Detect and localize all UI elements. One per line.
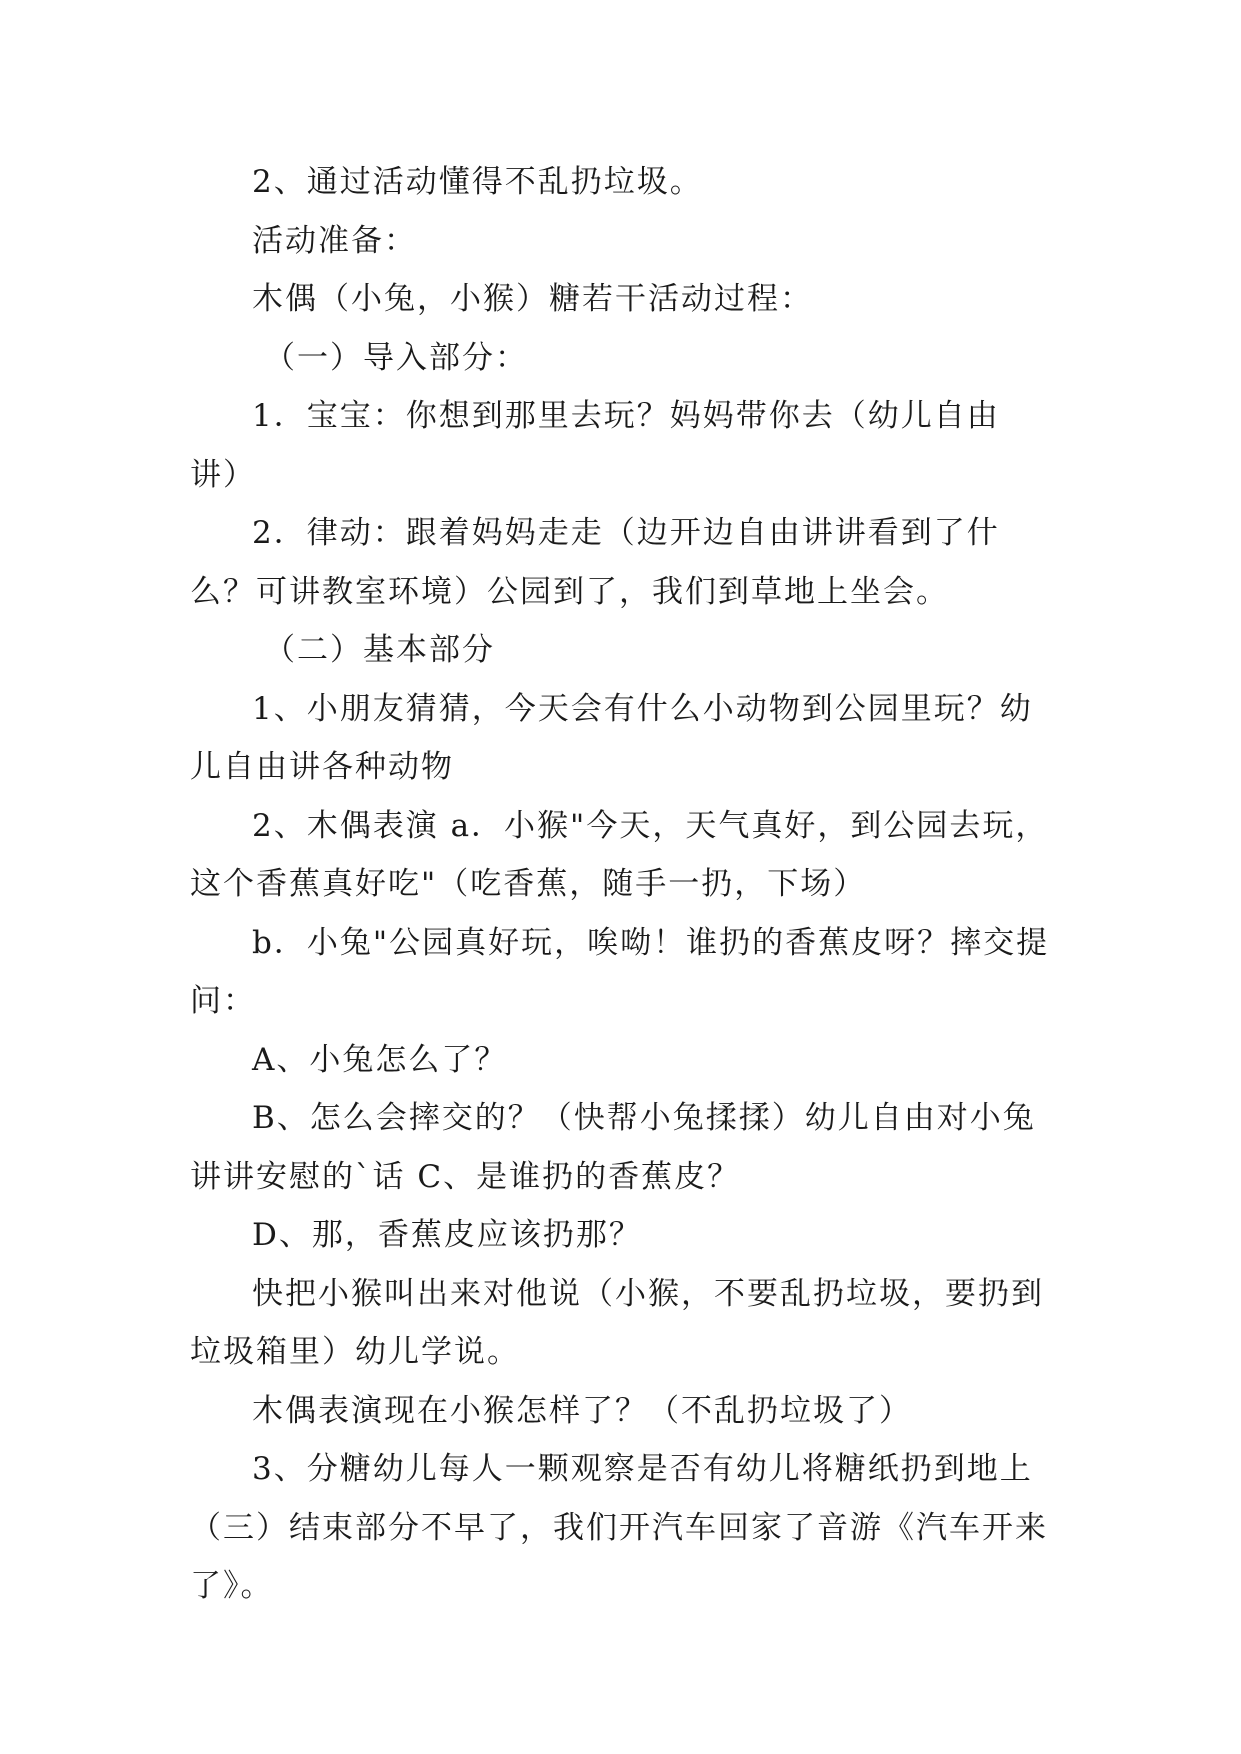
paragraph: B、怎么会摔交的？（快帮小兔揉揉）幼儿自由对小兔讲讲安慰的`话 C、是谁扔的香蕉皮？ <box>190 1100 1036 1195</box>
paragraph: 快把小猴叫出来对他说（小猴，不要乱扔垃圾，要扔到垃圾箱里）幼儿学说。 <box>190 1275 1044 1370</box>
paragraph: D、那，香蕉皮应该扔那？ <box>252 1217 642 1253</box>
paragraph: A、小兔怎么了？ <box>252 1041 508 1078</box>
paragraph: 1．宝宝：你想到那里去玩？妈妈带你去（幼儿自由讲） <box>190 398 1000 493</box>
section-heading: （一）导入部分： <box>264 339 528 376</box>
paragraph: 2、木偶表演 a．小猴"今天，天气真好，到公园去玩，这个香蕉真好吃"（吃香蕉，随手一扔，下场） <box>190 807 1049 902</box>
section-heading: （二）基本部分 <box>264 632 495 668</box>
paragraph: 2．律动：跟着妈妈走走（边开边自由讲讲看到了什么？可讲教室环境）公园到了，我们到草地上坐会。 <box>190 515 1000 610</box>
paragraph: 木偶（小兔，小猴）糖若干活动过程： <box>252 281 813 317</box>
paragraph: b．小兔"公园真好玩，唉呦！谁扔的香蕉皮呀？摔交提问： <box>190 924 1050 1019</box>
paragraph: 活动准备： <box>252 222 417 259</box>
paragraph: 1、小朋友猜猜，今天会有什么小动物到公园里玩？幼儿自由讲各种动物 <box>190 690 1033 785</box>
paragraph: 2、通过活动懂得不乱扔垃圾。 <box>252 164 703 200</box>
document-body <box>190 153 1050 1616</box>
paragraph: 3、分糖幼儿每人一颗观察是否有幼儿将糖纸扔到地上（三）结束部分不早了，我们开汽车回家了音游《汽车开来了》。 <box>190 1451 1048 1604</box>
paragraph: 木偶表演现在小猴怎样了？（不乱扔垃圾了） <box>252 1392 912 1429</box>
